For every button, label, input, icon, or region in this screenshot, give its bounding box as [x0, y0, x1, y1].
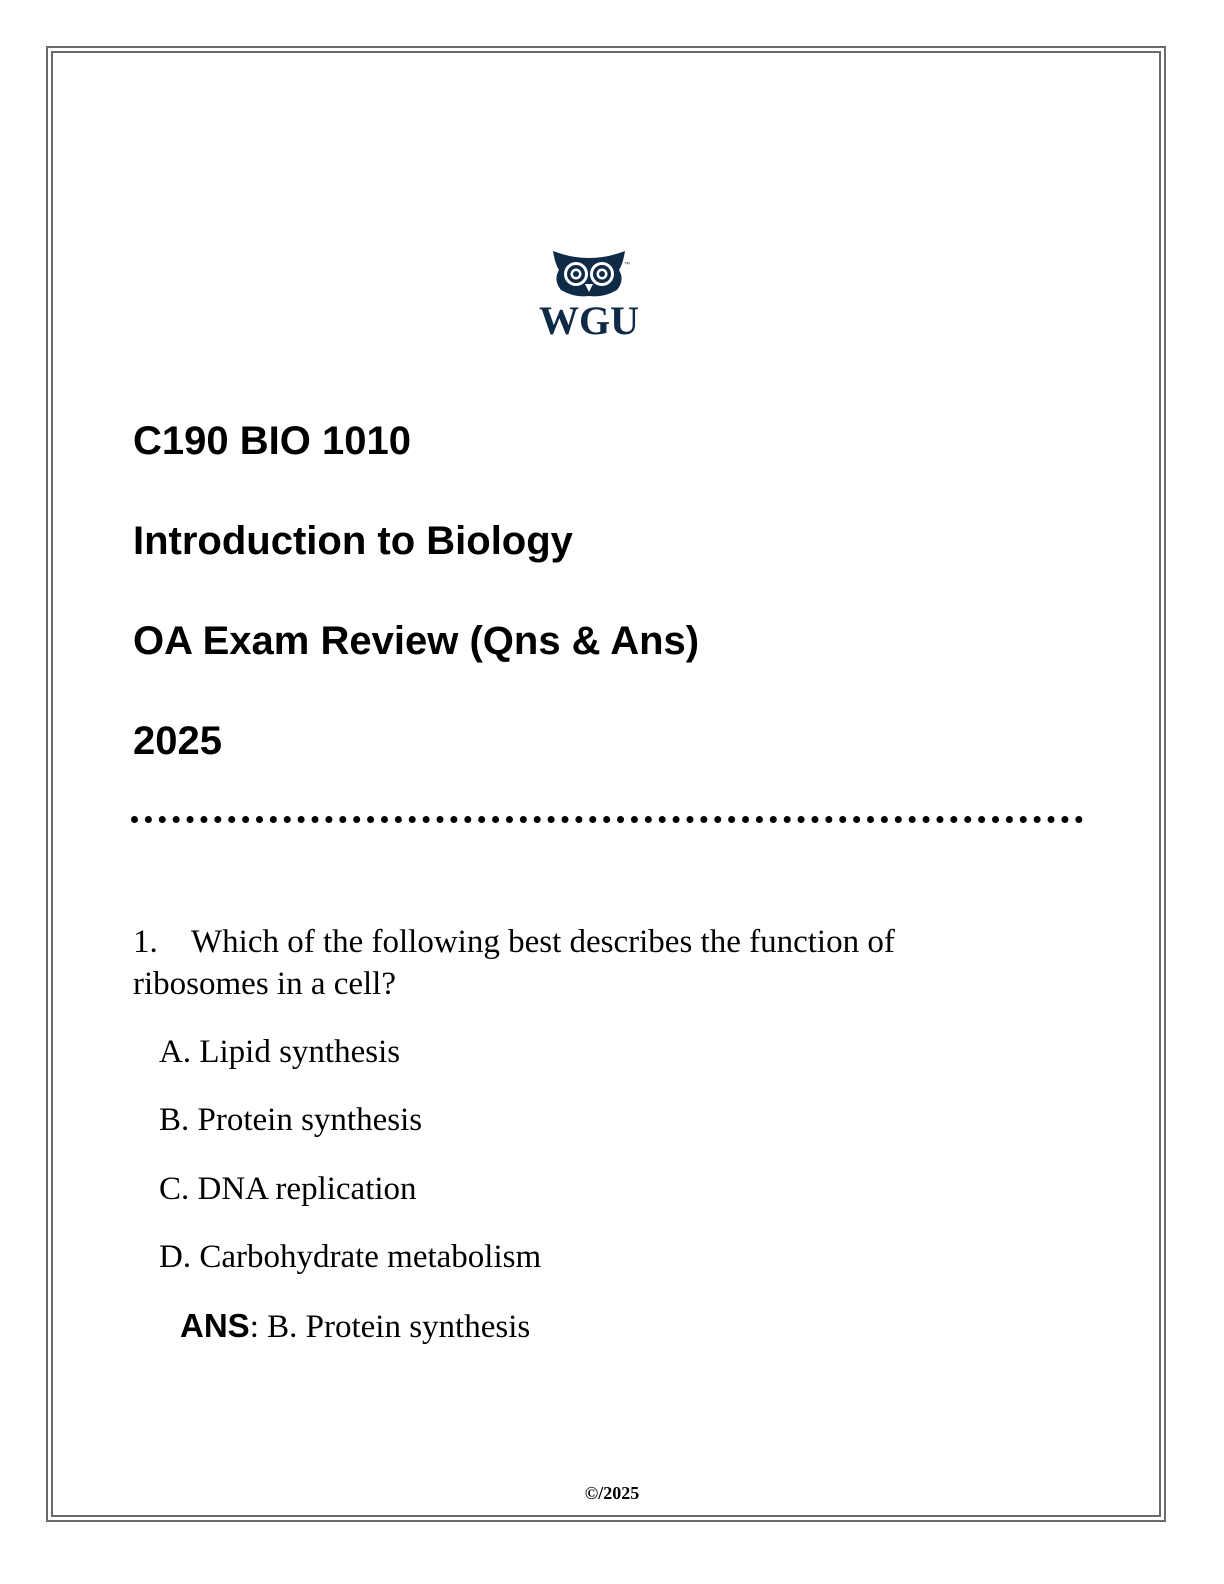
question-text: Which of the following best describes the function of ribosomes in a cell? — [133, 924, 895, 1002]
option-a: A. Lipid synthesis — [159, 1034, 401, 1070]
question-1 — [133, 921, 1013, 1005]
answer-line — [180, 1306, 530, 1347]
question-number: 1. — [133, 924, 158, 960]
wgu-logo-text: WGU — [539, 298, 639, 340]
course-title-heading: Introduction to Biology — [133, 519, 573, 563]
answer-label: ANS — [180, 1307, 250, 1344]
option-c: C. DNA replication — [159, 1171, 417, 1207]
document-title-heading: OA Exam Review (Qns & Ans) — [133, 619, 700, 663]
copyright-footer: ©/2025 — [584, 1483, 640, 1503]
option-b: B. Protein synthesis — [159, 1102, 423, 1138]
year-heading: 2025 — [133, 719, 222, 763]
course-code-heading: C190 BIO 1010 — [133, 419, 411, 463]
dotted-divider — [131, 816, 1083, 824]
option-d: D. Carbohydrate metabolism — [159, 1239, 542, 1275]
trademark-mark: ™ — [624, 262, 630, 268]
wgu-owl-logo — [533, 244, 645, 340]
answer-text: : B. Protein synthesis — [249, 1309, 531, 1345]
